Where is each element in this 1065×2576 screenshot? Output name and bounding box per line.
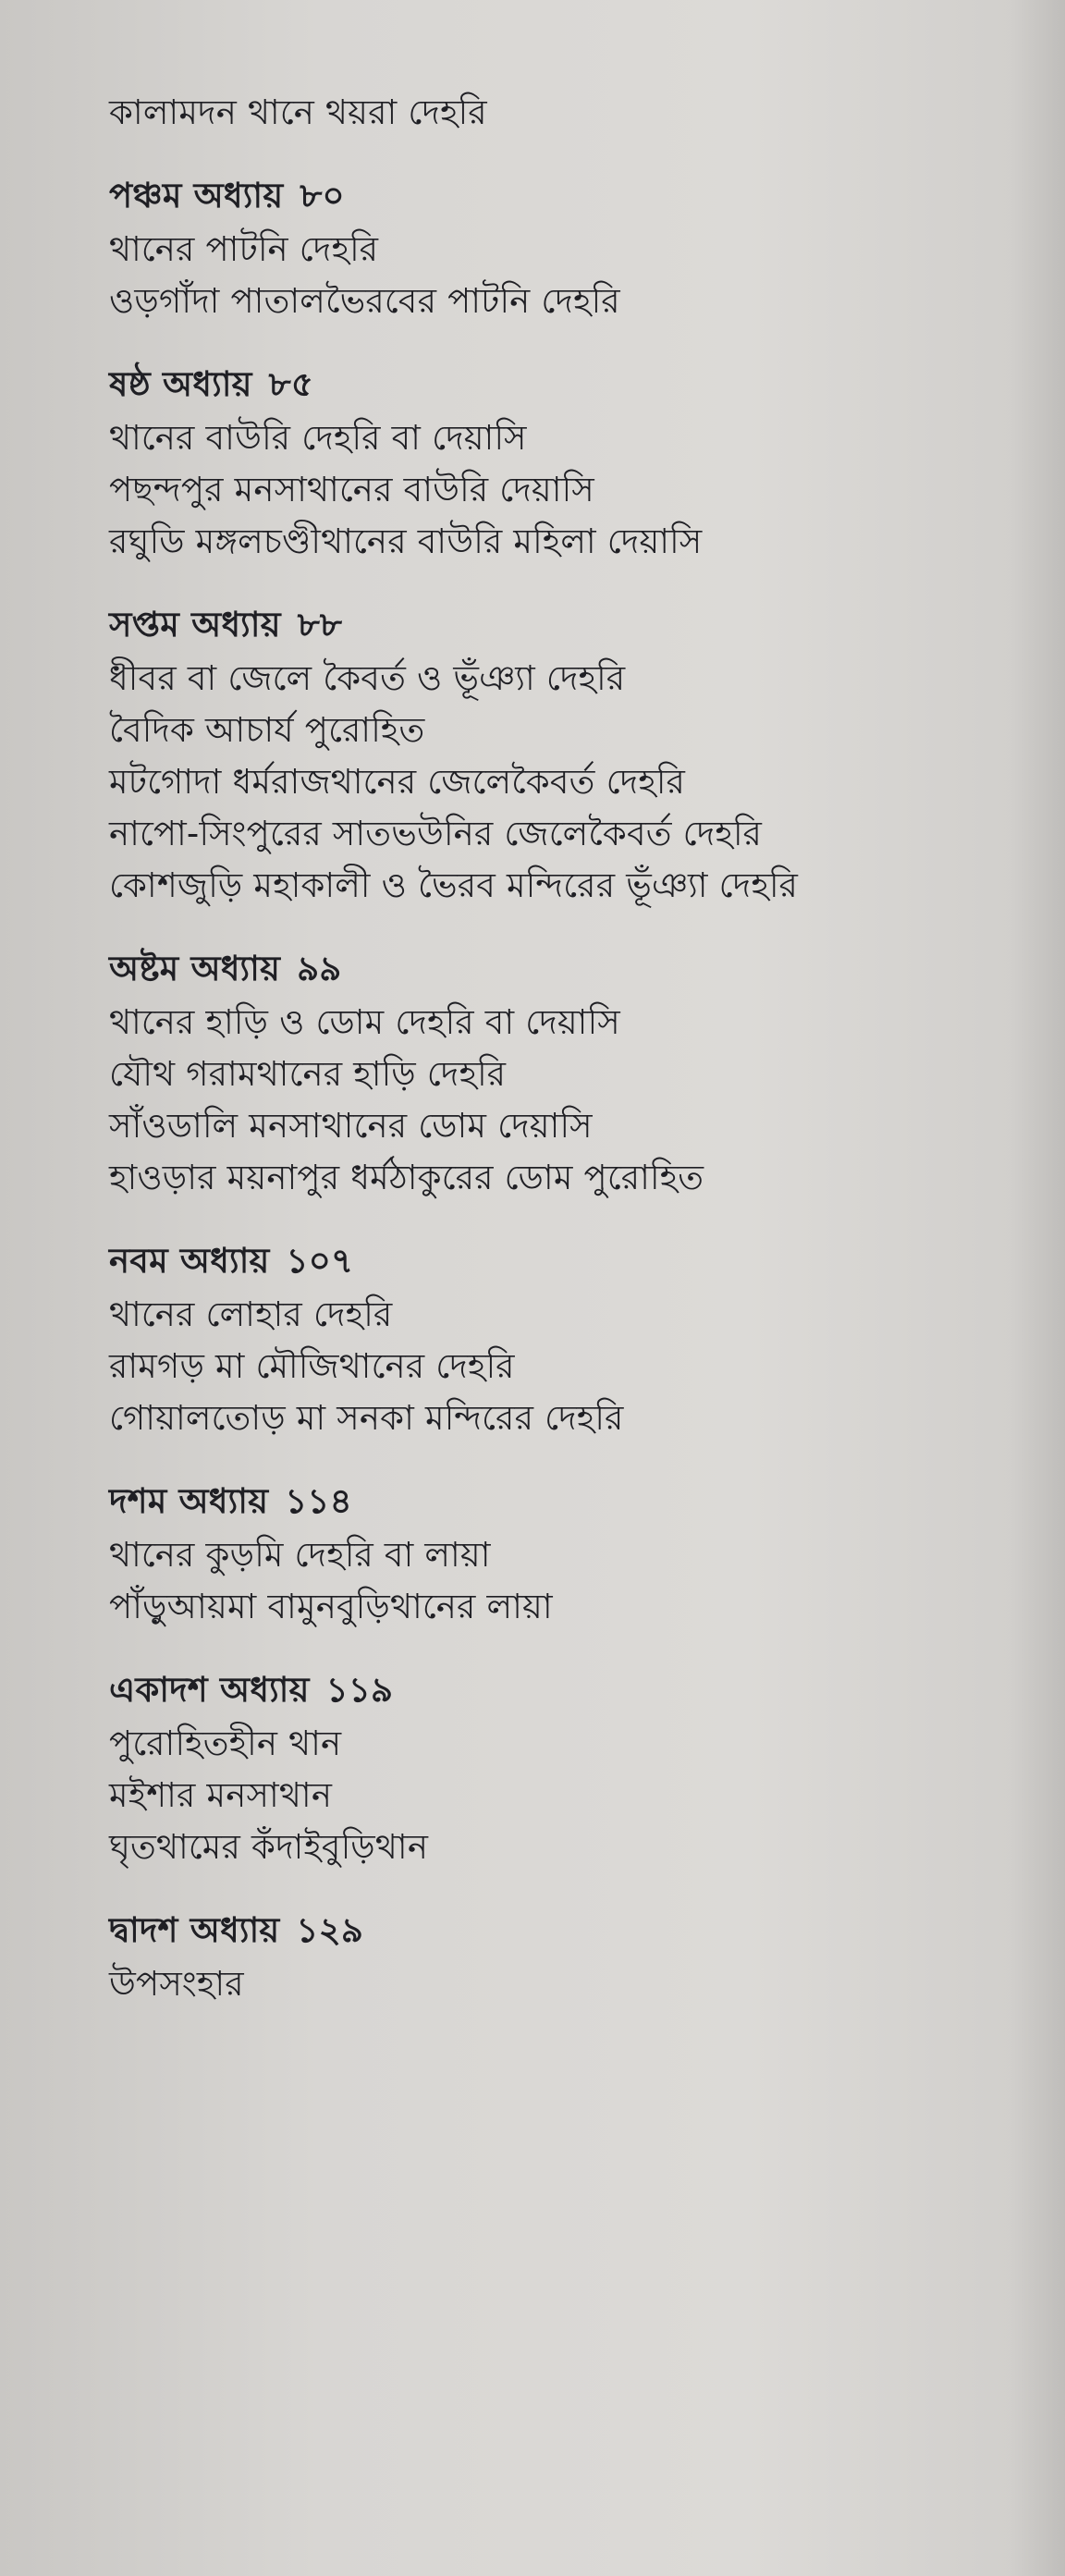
toc-entry: মটগোদা ধর্মরাজথানের জেলেকৈবর্ত দেহরি [109, 762, 686, 802]
chapter-heading [109, 947, 997, 991]
chapter-title: অষ্টম অধ্যায় [109, 949, 281, 988]
chapter-section [109, 1239, 997, 1441]
chapter-section [109, 1479, 997, 1629]
toc-entry: গোয়ালতোড় মা সনকা মন্দিরের দেহরি [109, 1398, 624, 1438]
chapter-title: নবম অধ্যায় [109, 1241, 270, 1281]
chapter-heading [109, 362, 997, 407]
toc-entry: যৌথ গরামথানের হাড়ি দেহরি [109, 1054, 507, 1094]
toc-entry: ধীবর বা জেলে কৈবর্ত ও ভূঁঞ্যা দেহরি [109, 658, 626, 698]
chapter-page-number: ৮০ [300, 176, 345, 215]
chapter-page-number: ১২৯ [296, 1910, 364, 1950]
toc-entry: কোশজুড়ি মহাকালী ও ভৈরব মন্দিরের ভূঁঞ্যা দেহরি [109, 865, 799, 905]
chapter-heading [109, 174, 997, 218]
chapter-heading [109, 1668, 997, 1712]
toc-entry: রামগড় মা মৌজিথানের দেহরি [109, 1346, 515, 1386]
chapter-title: একাদশ অধ্যায় [109, 1670, 310, 1710]
toc-entry: রঘুডি মঙ্গলচণ্ডীথানের বাউরি মহিলা দেয়াসি [109, 521, 703, 561]
toc-entry: উপসংহার [109, 1964, 244, 2004]
chapter-heading [109, 1239, 997, 1283]
chapter-page-number: ১১৯ [325, 1670, 394, 1710]
toc-entry: থানের হাড়ি ও ডোম দেহরি বা দেয়াসি [109, 1002, 620, 1042]
toc-entry: থানের লোহার দেহরি [109, 1294, 393, 1334]
chapter-page-number: ১১৪ [285, 1481, 352, 1521]
chapter-page-number: ৮৫ [268, 364, 314, 404]
chapter-heading [109, 1479, 997, 1524]
chapter-title: ষষ্ঠ অধ্যায় [109, 364, 252, 404]
toc-entry: থানের বাউরি দেহরি বা দেয়াসি [109, 418, 527, 458]
toc-entry: সাঁওডালি মনসাথানের ডোম দেয়াসি [109, 1106, 593, 1146]
toc-entry: পছন্দপুর মনসাথানের বাউরি দেয়াসি [109, 470, 594, 509]
toc-entry: ওড়গাঁদা পাতালভৈরবের পাটনি দেহরি [109, 281, 620, 321]
toc-entry: পুরোহিতহীন থান [109, 1723, 342, 1763]
toc-entry: নাপো-সিংপুরের সাতভউনির জেলেকৈবর্ত দেহরি [109, 814, 763, 853]
chapter-page-number: ৮৮ [297, 605, 343, 644]
page-edge-shadow [1010, 0, 1065, 2576]
chapter-heading [109, 1908, 997, 1953]
chapter-title: সপ্তম অধ্যায় [109, 605, 281, 644]
chapter-title: দশম অধ্যায় [109, 1481, 269, 1521]
toc-entry: মইশার মনসাথান [109, 1775, 333, 1815]
chapter-title: পঞ্চম অধ্যায় [109, 176, 284, 215]
toc-entry: থানের পাটনি দেহরি [109, 229, 379, 269]
chapter-page-number: ৯৯ [297, 949, 342, 988]
chapter-section [109, 603, 997, 908]
chapter-title: দ্বাদশ অধ্যায় [109, 1910, 280, 1950]
chapter-section [109, 1668, 997, 1870]
table-of-contents [109, 91, 997, 2045]
chapter-section [109, 174, 997, 324]
toc-entry: কালামদন থানে থয়রা দেহরি [109, 92, 487, 132]
chapter-heading [109, 603, 997, 647]
chapter-section [109, 362, 997, 564]
chapter-section [109, 1908, 997, 2006]
chapter-page-number: ১০৭ [286, 1241, 354, 1281]
chapter-section [109, 947, 997, 1200]
toc-entry: পাঁড়ুআয়মা বামুনবুড়িথানের লায়া [109, 1587, 553, 1626]
toc-entry: থানের কুড়মি দেহরি বা লায়া [109, 1535, 491, 1575]
toc-entry: ঘৃতথামের কঁদাইবুড়িথান [109, 1827, 429, 1867]
toc-entry: বৈদিক আচার্য পুরোহিত [109, 710, 425, 750]
toc-entry: হাওড়ার ময়নাপুর ধর্মঠাকুরের ডোম পুরোহিত [109, 1158, 704, 1197]
